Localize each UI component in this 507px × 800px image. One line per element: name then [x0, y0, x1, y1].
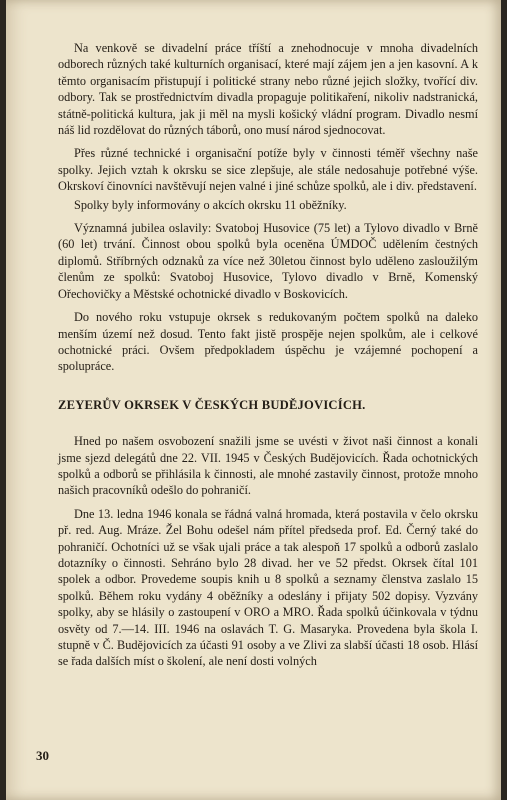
page-number: 30 [36, 748, 49, 763]
paragraph: Dne 13. ledna 1946 konala se řádná valná hromada, která postavila v čelo okrsku př. red. Aug. Mráze. Žel Bohu odešel nám přítel předseda prof. Ed. Černý také do pohraničí. Ochotníci už se však ujali práce a tak alespoň 17 spolků a odborů zaslalo dotazníky o činnosti. Sehráno bylo 28 divad. her ve 52 předst. Okrsek čítal 101 spolek a odbor. Provedeme soupis knih u 8 spolků a seznamy členstva zaslalo 15 spolků. Během roku vydány 4 oběžníky a odeslány i přijaty 502 dopisy. Vyzvány spolky, aby se hlásily o zastoupení v ORO a MRO. Řada spolků účinkovala v týdnu osvěty od 7.—14. III. 1946 na oslavách T. G. Masaryka. Provedena byla škola I. stupně v Č. Budějovicích za účasti 91 osoby a ve Zlivi za slabší účasti 18 osob. Hlásí se řada dalších míst o školení, ale není dosti volných [58, 506, 478, 669]
page-text [58, 40, 478, 677]
paragraph: Významná jubilea oslavily: Svatoboj Husovice (75 let) a Tylovo divadlo v Brně (60 let) trvání. Činnost obou spolků byla oceněna ÚMDOČ udělením čestných diplomů. Stříbrných odznaků za více než 30letou činnost bylo uděleno zasloužilým členům ze spolků: Svatoboj Husovice, Tylovo divadlo v Brně, Komenský Ořechovičky a Městské ochotnické divadlo v Boskovicích. [58, 221, 478, 301]
book-page [6, 0, 501, 800]
section-heading: ZEYERŮV OKRSEK V ČESKÝCH BUDĚJOVICÍCH. [58, 397, 366, 412]
paragraph: Hned po našem osvobození snažili jsme se uvésti v život naši činnost a konali jsme sjezd delegátů dne 22. VII. 1945 v Českých Budějovicích. Řada ochotnických spolků a odborů se přihlásila k činnosti, ale mnohé zastavily činnost, protože mnoho našich pracovníků odešlo do pohraničí. [58, 434, 478, 498]
paragraph: Na venkově se divadelní práce tříští a znehodnocuje v mnoha divadelních odborech různých také kulturních organisací, které mají zájem jen a jen kasovní. A k těmto organisacím přistupují i politické strany nebo různé jejich složky, tvořící div. odbory. Tak se prostřednictvím divadla propaguje politikaření, nikoliv nadstranická, státně-politická kultura, jak ji měl na mysli košický vládní program. Divadlo nesmí náš lid rozdělovat do různých táborů, ono musí národ sjednocovat. [58, 41, 478, 138]
paragraph: Spolky byly informovány o akcích okrsku 11 oběžníky. [74, 197, 347, 212]
paragraph: Přes různé technické i organisační potíže byly v činnosti téměř všechny naše spolky. Jejich vztah k okrsku se sice zlepšuje, ale stále nedosahuje potřebné výše. Okrskoví činovníci navštěvují nejen valné i jiné schůze spolků, ale i div. představení. [58, 146, 478, 194]
paragraph: Do nového roku vstupuje okrsek s redukovaným počtem spolků na daleko menším území než dosud. Tento fakt jistě prospěje nejen spolkům, ale i celkové ochotnické práci. Ovšem předpokladem úspěchu je vzájemné pochopení a spolupráce. [58, 310, 478, 374]
